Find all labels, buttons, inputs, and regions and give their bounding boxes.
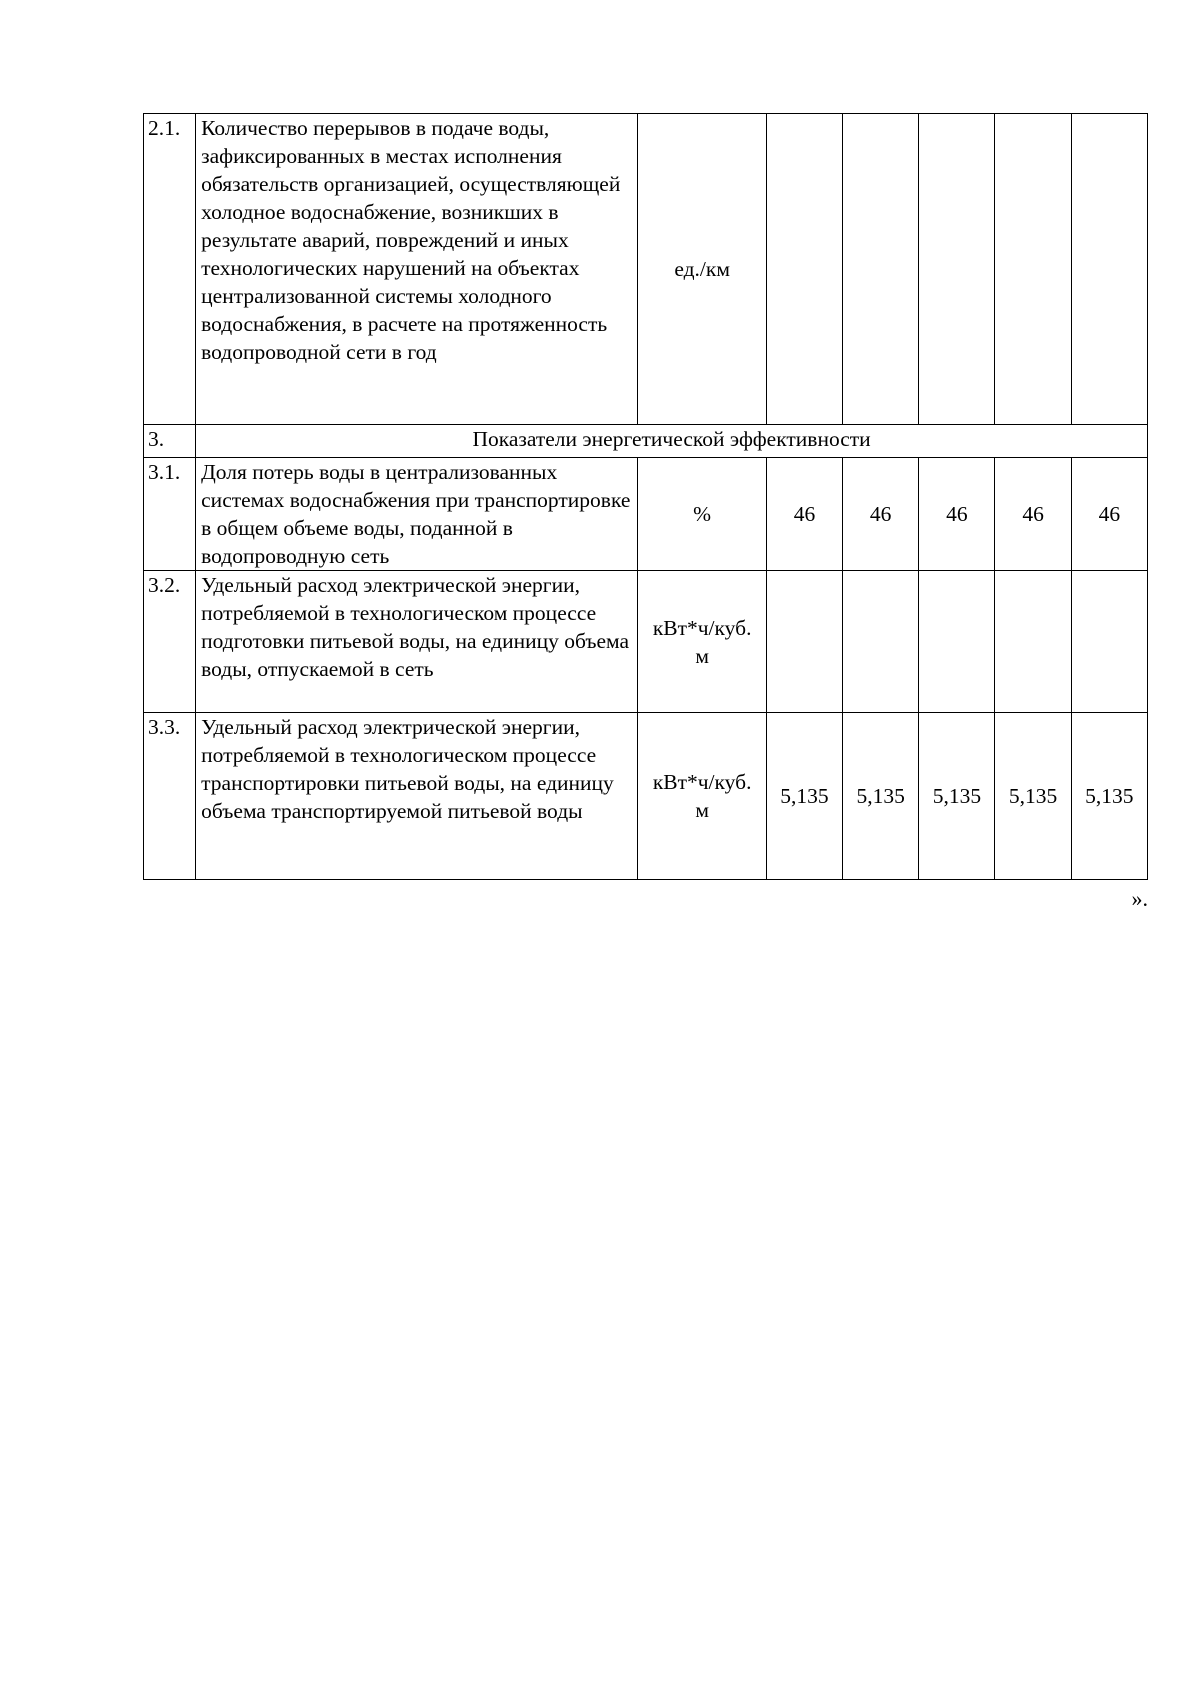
value-cell bbox=[919, 114, 995, 425]
value-cell bbox=[919, 571, 995, 713]
table-row-3-2 bbox=[144, 571, 1148, 713]
value-cell: 46 bbox=[1071, 458, 1147, 571]
table-row-3-3 bbox=[144, 713, 1148, 880]
indicator-name: Удельный расход электрической энергии, потребляемой в технологическом процессе транспортировки питьевой воды, на единицу объема транспортируемой питьевой воды bbox=[196, 713, 638, 880]
indicators-table bbox=[143, 113, 1148, 880]
value-cell bbox=[1071, 571, 1147, 713]
row-number: 3.1. bbox=[144, 458, 196, 571]
value-cell: 5,135 bbox=[995, 713, 1071, 880]
value-cell bbox=[1071, 114, 1147, 425]
unit-cell: ед./км bbox=[638, 114, 766, 425]
row-number: 3. bbox=[144, 425, 196, 458]
value-cell: 5,135 bbox=[843, 713, 919, 880]
closing-quote-mark: ». bbox=[1131, 886, 1148, 911]
value-cell bbox=[843, 571, 919, 713]
value-cell bbox=[766, 571, 842, 713]
indicator-name: Доля потерь воды в централизованных системах водоснабжения при транспортировке в общем объеме воды, поданной в водопроводную сеть bbox=[196, 458, 638, 571]
indicator-name: Удельный расход электрической энергии, потребляемой в технологическом процессе подготовки питьевой воды, на единицу объема воды, отпускаемой в сеть bbox=[196, 571, 638, 713]
value-cell: 5,135 bbox=[919, 713, 995, 880]
value-cell: 46 bbox=[995, 458, 1071, 571]
unit-cell: % bbox=[638, 458, 766, 571]
value-cell: 46 bbox=[766, 458, 842, 571]
value-cell bbox=[995, 114, 1071, 425]
row-number: 3.3. bbox=[144, 713, 196, 880]
row-number: 3.2. bbox=[144, 571, 196, 713]
table-row-2-1 bbox=[144, 114, 1148, 425]
value-cell: 5,135 bbox=[766, 713, 842, 880]
value-cell bbox=[995, 571, 1071, 713]
value-cell bbox=[843, 114, 919, 425]
unit-cell: кВт*ч/куб. м bbox=[638, 713, 766, 880]
row-number: 2.1. bbox=[144, 114, 196, 425]
value-cell: 46 bbox=[843, 458, 919, 571]
section-title: Показатели энергетической эффективности bbox=[196, 425, 1148, 458]
value-cell: 46 bbox=[919, 458, 995, 571]
indicator-name: Количество перерывов в подаче воды, зафиксированных в местах исполнения обязательств организацией, осуществляющей холодное водоснабжение, возникших в результате аварий, повреждений и иных технологических нарушений на объектах централизованной системы холодного водоснабжения, в расчете на протяженность водопроводной сети в год bbox=[196, 114, 638, 425]
value-cell: 5,135 bbox=[1071, 713, 1147, 880]
table-row-3-1 bbox=[144, 458, 1148, 571]
value-cell bbox=[766, 114, 842, 425]
unit-cell: кВт*ч/куб. м bbox=[638, 571, 766, 713]
section-row-3 bbox=[144, 425, 1148, 458]
